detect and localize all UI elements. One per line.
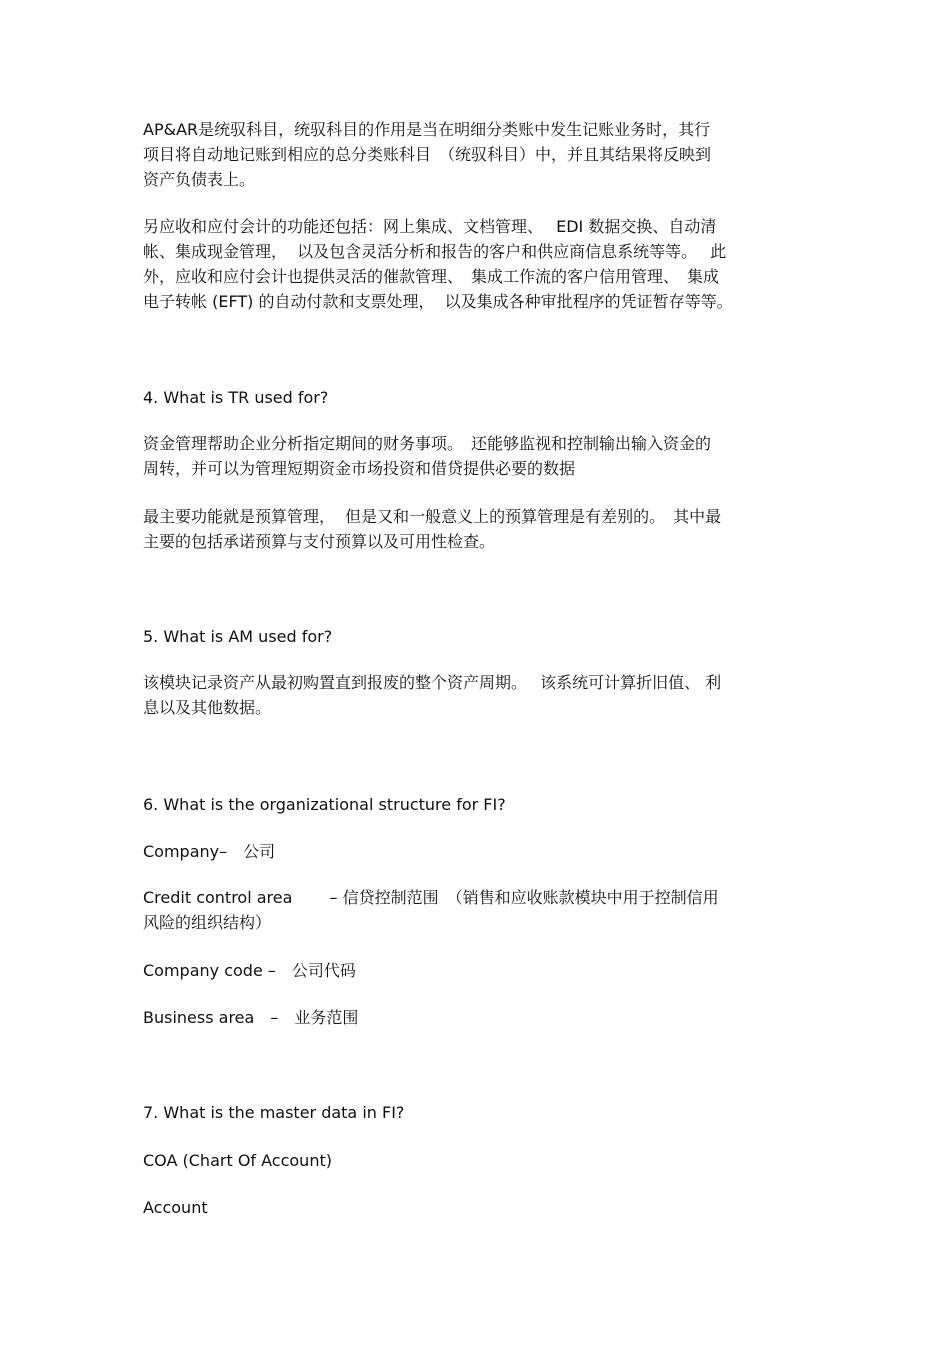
paragraph-ap-ar-reconciliation [143,117,808,192]
text-line: 主要的包括承诺预算与支付预算以及可用性检查。 [143,532,496,551]
text-line: 资金管理帮助企业分析指定期间的财务事项。 还能够监视和控制输出输入资金的 [143,434,712,453]
text-line: Credit control area – 信贷控制范围 （销售和应收账款模块中用于控制信用 [143,888,719,907]
master-data-account: Account [143,1198,208,1217]
text-line: 帐、集成现金管理， 以及包含灵活分析和报告的客户和供应商信息系统等等。 此 [143,242,727,261]
question-7-heading: 7. What is the master data in FI? [143,1103,405,1122]
text-line: 电子转帐 (EFT) 的自动付款和支票处理， 以及集成各种审批程序的凭证暂存等等。 [143,292,733,311]
paragraph-ap-ar-functions [143,214,808,314]
paragraph-tr-budget [143,504,808,554]
paragraph-tr-description [143,431,808,481]
text-line: AP&AR是统驭科目，统驭科目的作用是当在明细分类账中发生记账业务时，其行 [143,120,711,139]
master-data-coa: COA (Chart Of Account) [143,1151,332,1170]
text-line: 风险的组织结构） [143,913,272,932]
text-line: 息以及其他数据。 [143,698,272,717]
text-line: 资产负债表上。 [143,170,256,189]
text-line: 外，应收和应付会计也提供灵活的催款管理、 集成工作流的客户信用管理、 集成 [143,267,720,286]
paragraph-am-description [143,670,808,720]
text-line: 另应收和应付会计的功能还包括：网上集成、文档管理、 EDI 数据交换、自动清 [143,217,717,236]
text-line: 最主要功能就是预算管理， 但是又和一般意义上的预算管理是有差别的。 其中最 [143,507,722,526]
question-4-heading: 4. What is TR used for? [143,388,329,407]
org-item-credit-control-area [143,885,808,935]
question-5-heading: 5. What is AM used for? [143,627,333,646]
text-line: 项目将自动地记账到相应的总分类账科目 （统驭科目）中，并且其结果将反映到 [143,145,712,164]
question-6-heading: 6. What is the organizational structure for FI? [143,795,506,814]
org-item-company-code: Company code – 公司代码 [143,961,356,980]
org-item-company: Company– 公司 [143,842,276,861]
text-line: 该模块记录资产从最初购置直到报废的整个资产周期。 该系统可计算折旧值、 利 [143,673,722,692]
org-item-business-area: Business area – 业务范围 [143,1008,359,1027]
text-line: 周转，并可以为管理短期资金市场投资和借贷提供必要的数据 [143,459,576,478]
